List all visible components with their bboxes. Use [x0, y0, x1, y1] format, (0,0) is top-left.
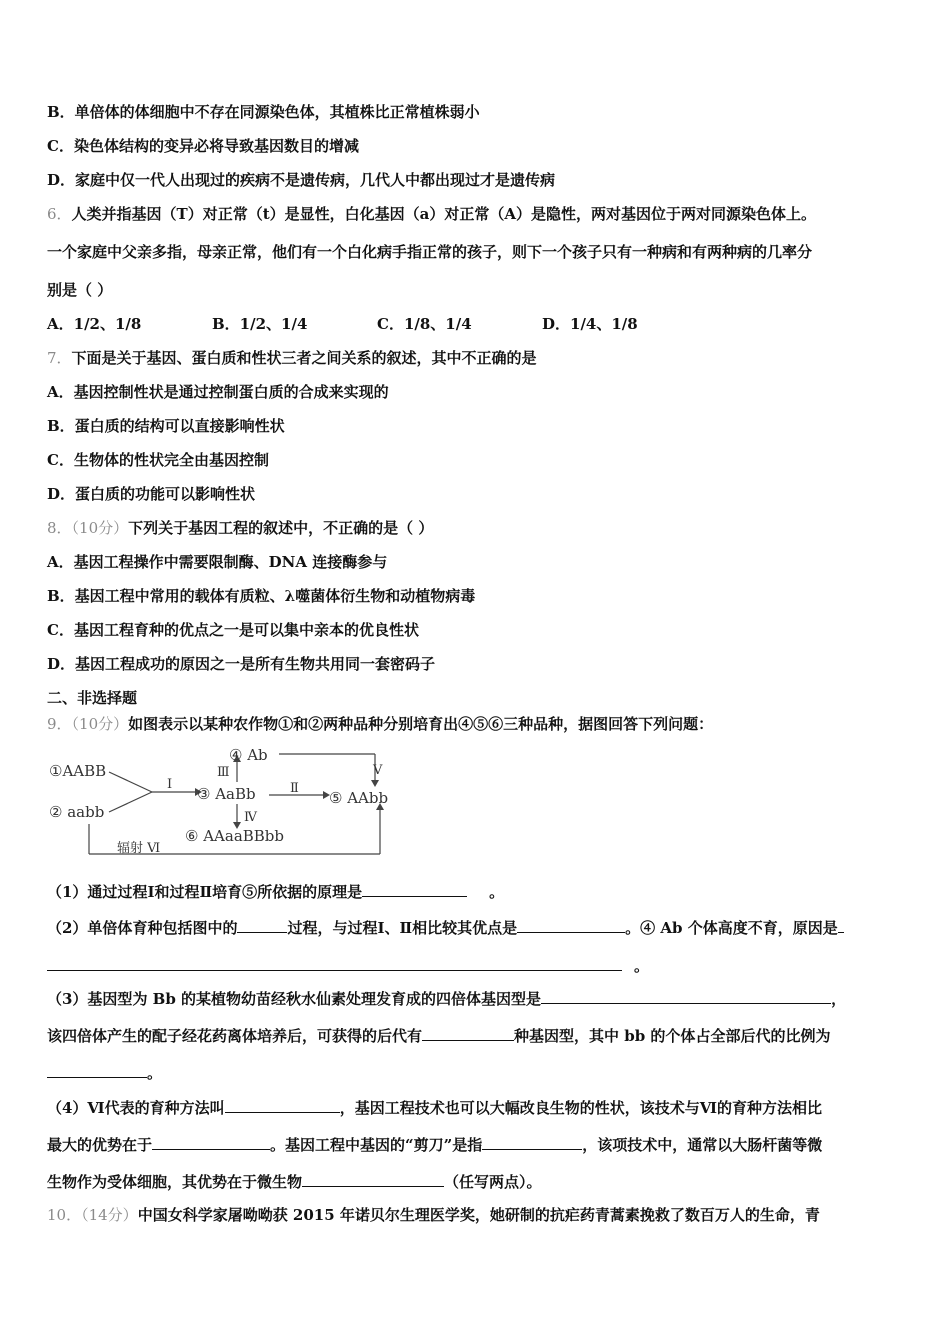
node-2: ② aabb	[49, 803, 105, 821]
question-6-text: 人类并指基因（T）对正常（t）是显性，白化基因（a）对正常（A）是隐性，两对基因位于两对同源染色体上。	[71, 205, 817, 223]
sub-question-3-line-2	[47, 1024, 830, 1046]
sub-question-4-text-d: 。基因工程中基因的“剪刀”是指	[270, 1136, 483, 1154]
answer-blank[interactable]	[838, 916, 844, 933]
answer-blank[interactable]	[362, 880, 467, 897]
answer-blank[interactable]	[302, 1170, 444, 1187]
node-4: ④ Ab	[229, 746, 268, 764]
sub-question-4-text-a: （4）Ⅵ代表的育种方法叫	[47, 1099, 225, 1117]
question-9-text: 如图表示以某种农作物①和②两种品种分别培育出④⑤⑥三种品种，据图回答下列问题：	[128, 715, 714, 733]
sub-question-2-line-2	[47, 954, 649, 976]
answer-blank[interactable]	[422, 1024, 514, 1041]
sub-question-2-text-c: 。④ Ab 个体高度不育，原因是	[625, 919, 838, 937]
question-10-text: 中国女科学家屠呦呦获 2015 年诺贝尔生理医学奖，她研制的抗疟药青蒿素挽救了数百万人的生命，青	[137, 1206, 820, 1224]
question-9-number: 9．（10分）	[47, 715, 129, 733]
node-6: ⑥ AAaaBBbb	[185, 827, 285, 845]
option-c-q6: C．1/8、1/4	[377, 315, 472, 333]
section-heading: 二、非选择题	[47, 689, 138, 707]
sub-question-3-text-b: ，	[831, 990, 847, 1008]
sub-question-4-text-e: ，该项技术中，通常以大肠杆菌等微	[582, 1136, 823, 1154]
question-6-number: 6．	[47, 205, 72, 223]
sub-question-3-end: 。	[147, 1064, 163, 1082]
node-3: ③ AaBb	[197, 785, 256, 803]
sub-question-1-end: 。	[489, 883, 505, 901]
sub-question-4-text-c: 最大的优势在于	[47, 1136, 153, 1154]
answer-blank[interactable]	[47, 1061, 147, 1078]
sub-question-4-text-g: （任写两点）。	[444, 1173, 542, 1191]
sub-question-1	[47, 880, 504, 902]
process-1: Ⅰ	[167, 777, 173, 792]
answer-blank[interactable]	[237, 916, 287, 933]
sub-question-3-text-d: 种基因型，其中 bb 的个体占全部后代的比例为	[514, 1027, 831, 1045]
question-7-number: 7．	[47, 349, 72, 367]
sub-question-4-line-2	[47, 1133, 822, 1155]
question-6-line-2: 一个家庭中父亲多指，母亲正常，他们有一个白化病手指正常的孩子，则下一个孩子只有一种病和有两种病的几率分	[47, 243, 813, 261]
process-6: 辐射 Ⅵ	[117, 841, 161, 856]
answer-blank[interactable]	[517, 916, 625, 933]
answer-blank[interactable]	[541, 987, 831, 1004]
question-6-line-3: 别是（ ）	[47, 281, 113, 299]
answer-blank[interactable]	[152, 1133, 270, 1150]
question-10	[47, 1205, 820, 1225]
answer-blank[interactable]	[47, 954, 622, 971]
option-b-q7: B．蛋白质的结构可以直接影响性状	[47, 417, 285, 435]
sub-question-2-text-a: （2）单倍体育种包括图中的	[47, 919, 238, 937]
question-7-text: 下面是关于基因、蛋白质和性状三者之间关系的叙述，其中不正确的是	[71, 349, 537, 367]
question-8-number: 8．（10分）	[47, 519, 129, 537]
question-9	[47, 714, 713, 734]
process-2: Ⅱ	[290, 781, 299, 796]
sub-question-2-text-b: 过程，与过程Ⅰ、Ⅱ相比较其优点是	[287, 919, 518, 937]
sub-question-4-line-3	[47, 1170, 542, 1192]
answer-blank[interactable]	[225, 1096, 340, 1113]
question-8-text: 下列关于基因工程的叙述中，不正确的是（ ）	[128, 519, 434, 537]
sub-question-3-line-3	[47, 1061, 162, 1083]
question-7	[47, 348, 537, 368]
sub-question-1-text: （1）通过过程Ⅰ和过程Ⅱ培育⑤所依据的原理是	[47, 883, 363, 901]
option-c-q8: C．基因工程育种的优点之一是可以集中亲本的优良性状	[47, 621, 419, 639]
question-8	[47, 518, 433, 538]
sub-question-2	[47, 916, 844, 938]
node-1: ①AABB	[49, 762, 107, 780]
option-b-q8: B．基因工程中常用的载体有质粒、λ噬菌体衍生物和动植物病毒	[47, 587, 476, 605]
question-10-number: 10．（14分）	[47, 1206, 138, 1224]
sub-question-4-text-b: ，基因工程技术也可以大幅改良生物的性状，该技术与Ⅵ的育种方法相比	[339, 1099, 822, 1117]
option-d-q5: D．家庭中仅一代人出现过的疾病不是遗传病，几代人中都出现过才是遗传病	[47, 171, 556, 189]
node-5: ⑤ AAbb	[329, 789, 389, 807]
process-3: Ⅲ	[217, 765, 230, 780]
process-5: Ⅴ	[373, 763, 383, 778]
option-a-q6: A．1/2、1/8	[47, 315, 142, 333]
answer-blank[interactable]	[482, 1133, 582, 1150]
option-a-q7: A．基因控制性状是通过控制蛋白质的合成来实现的	[47, 383, 389, 401]
sub-question-4	[47, 1096, 822, 1118]
option-b-q6: B．1/2、1/4	[212, 315, 308, 333]
sub-question-3-text-c: 该四倍体产生的配子经花药离体培养后，可获得的后代有	[47, 1027, 423, 1045]
breeding-diagram	[47, 742, 427, 860]
sub-question-3-text-a: （3）基因型为 Bb 的某植物幼苗经秋水仙素处理发育成的四倍体基因型是	[47, 990, 542, 1008]
option-d-q7: D．蛋白质的功能可以影响性状	[47, 485, 256, 503]
option-b-q5: B．单倍体的体细胞中不存在同源染色体，其植株比正常植株弱小	[47, 103, 480, 121]
option-d-q6: D．1/4、1/8	[542, 315, 638, 333]
sub-question-2-end: 。	[634, 957, 650, 975]
option-a-q8: A．基因工程操作中需要限制酶、DNA 连接酶参与	[47, 553, 388, 571]
option-d-q8: D．基因工程成功的原因之一是所有生物共用同一套密码子	[47, 655, 436, 673]
option-c-q7: C．生物体的性状完全由基因控制	[47, 451, 269, 469]
sub-question-4-text-f: 生物作为受体细胞，其优势在于微生物	[47, 1173, 303, 1191]
sub-question-3	[47, 987, 846, 1009]
option-c-q5: C．染色体结构的变异必将导致基因数目的增减	[47, 137, 359, 155]
process-4: Ⅳ	[244, 810, 257, 825]
question-6	[47, 204, 906, 224]
